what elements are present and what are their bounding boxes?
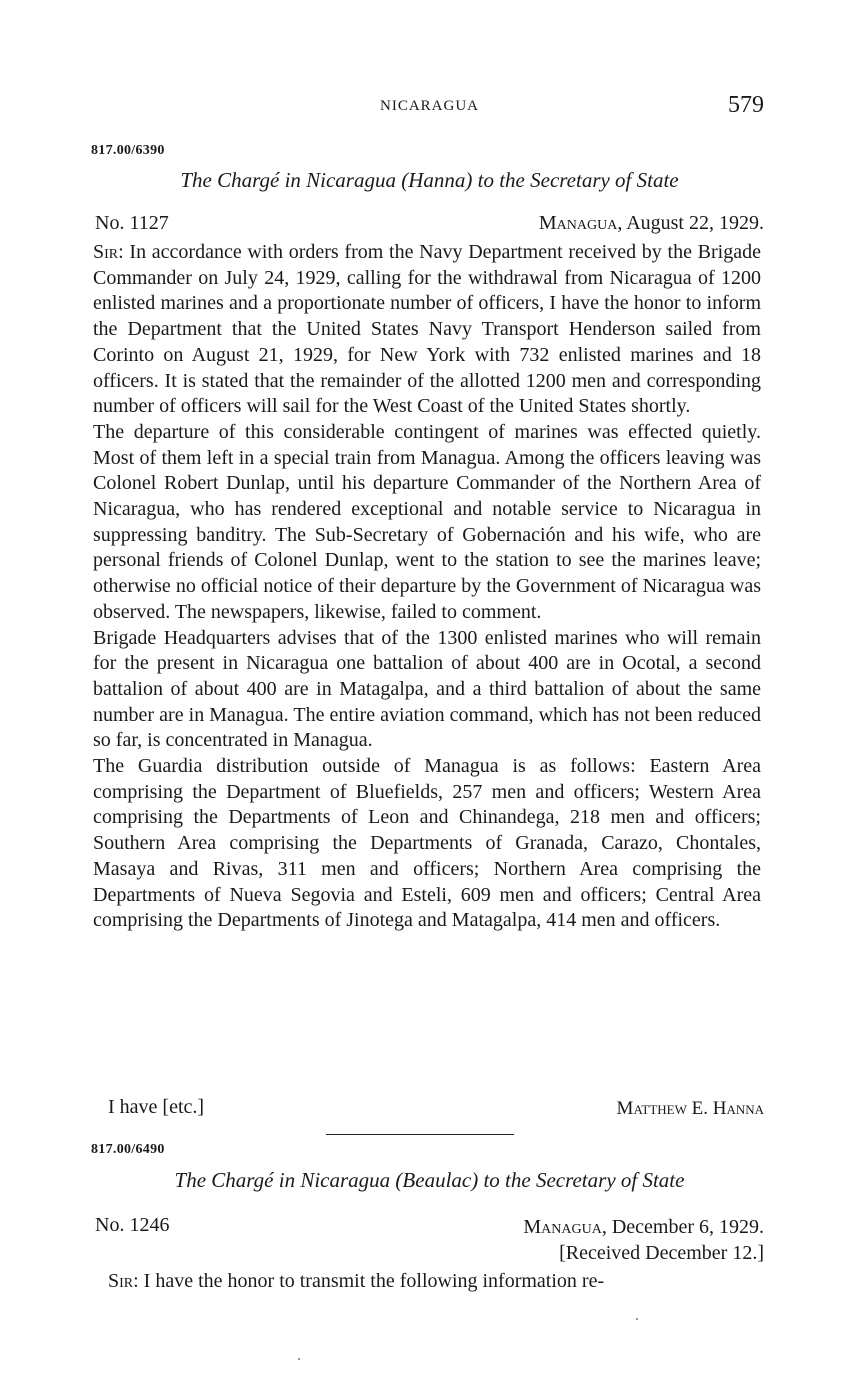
- doc1-title: [0, 168, 859, 193]
- running-head: NICARAGUA: [380, 98, 479, 114]
- doc1-paragraph-1-text: : In accordance with orders from the Navy Department received by the Brigade Commander on July 24, 1929, calling for the withdrawal from Nicaragua of 1200 enlisted marines and a proportionate number of officers, I have the honor to inform the Department that the United States Navy Transport Henderson sailed from Corinto on August 21, 1929, for New York with 732 enlisted marines and 18 officers. It is stated that the remainder of the allotted 1200 men and corresponding number of officers will sail for the West Coast of the United States shortly.: [93, 241, 761, 418]
- doc1-number: No. 1127: [95, 212, 169, 234]
- doc1-file-number: 817.00/6390: [91, 143, 165, 158]
- doc1-dateline: [539, 212, 764, 235]
- doc1-paragraph-3: Brigade Headquarters advises that of the 1300 enlisted marines who will remain for the present in Nicaragua one battalion of about 400 are in Ocotal, a second battalion of about 400 are in Matagalpa, and a third battalion of about the same number are in Managua. The entire aviation command, which has not been reduced so far, is concentrated in Managua.: [93, 626, 761, 752]
- doc1-title-text: The Chargé in Nicaragua (Hanna) to the Secretary of State: [180, 168, 679, 192]
- scan-speck: [636, 1318, 638, 1320]
- doc2-number: No. 1246: [95, 1214, 170, 1236]
- doc2-title-text: The Chargé in Nicaragua (Beaulac) to the Secretary of State: [174, 1168, 685, 1192]
- doc1-paragraph-1: [93, 240, 761, 420]
- doc1-paragraph-4: The Guardia distribution outside of Managua is as follows: Eastern Area comprising the Department of Bluefields, 257 men and officers; Western Area comprising the Departments of Leon and Chinandega, 218 men and officers; Southern Area comprising the Departments of Granada, Carazo, Chontales, Masaya and Rivas, 311 men and officers; Northern Area comprising the Departments of Nueva Segovia and Esteli, 609 men and officers; Central Area comprising the Departments of Jinotega and Matagalpa, 414 men and officers.: [93, 755, 761, 932]
- doc2-received: [Received December 12.]: [559, 1242, 764, 1264]
- scan-speck: [298, 1358, 300, 1360]
- doc2-title: [0, 1168, 859, 1193]
- doc2-opening-text: : I have the honor to transmit the following information re-: [133, 1270, 605, 1292]
- doc2-file-number: 817.00/6490: [91, 1142, 165, 1157]
- doc2-date: , December 6, 1929.: [601, 1216, 764, 1238]
- doc1-paragraph-2: The departure of this considerable contingent of marines was effected quietly. Most of them left in a special train from Managua. Among the officers leaving was Colonel Robert Dunlap, until his departure Commander of the Northern Area of Nicaragua, who has rendered exceptional and notable service to Nicaragua in suppressing banditry. The Sub-Secretary of Gobernación and his wife, who are personal friends of Colonel Dunlap, went to the station to see the marines leave; otherwise no official notice of their departure by the Government of Nicaragua was observed. The newspapers, likewise, failed to comment.: [93, 420, 761, 623]
- doc2-place: Managua: [523, 1216, 602, 1238]
- doc2-dateline: [523, 1216, 764, 1239]
- doc1-salutation: Sir: [93, 241, 119, 263]
- doc1-date: , August 22, 1929.: [617, 212, 764, 234]
- doc1-closing: I have [etc.]: [108, 1096, 205, 1118]
- doc2-opening: [108, 1270, 604, 1293]
- doc1-place: Managua: [538, 212, 618, 234]
- doc2-salutation: Sir: [108, 1270, 134, 1292]
- section-divider: [326, 1134, 514, 1135]
- doc1-signature: Matthew E. Hanna: [616, 1098, 764, 1119]
- page-number: 579: [728, 92, 764, 118]
- doc1-body: [93, 240, 761, 934]
